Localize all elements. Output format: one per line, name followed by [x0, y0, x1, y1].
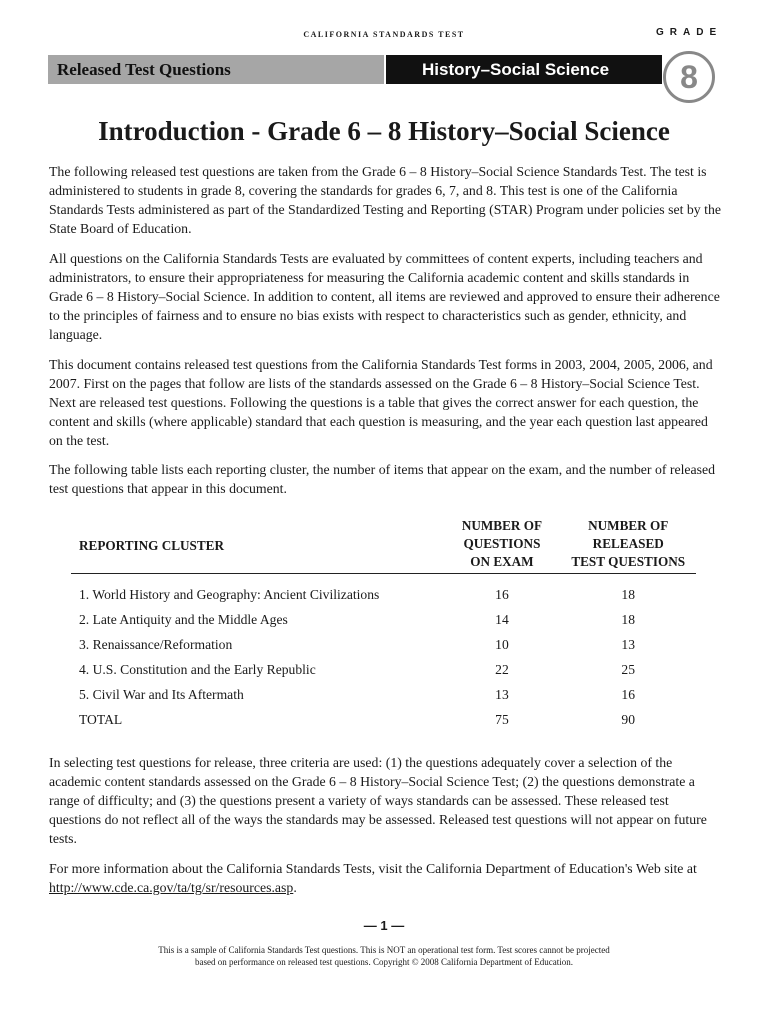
- exam-count: 16: [495, 586, 509, 602]
- subject-banner: [386, 55, 662, 84]
- released-count: 90: [621, 711, 636, 727]
- header-line: RELEASED: [592, 536, 664, 551]
- intro-paragraph-1: [49, 162, 721, 248]
- paragraph-text: This document contains released test questions from the California Standards Test forms in 2003, 2004, 2005, 2006, and 2007. First on the pages that follow are lists of the standards assessed on the Grade 6 – 8 History–Social Science Test. Next are released test questions. Following the questions is a table that gives the correct answer for each question, the content and skills (where applicable) standard that each question is measuring, and the year each question last appeared on the test.: [49, 357, 713, 448]
- copyright-line-1: This is a sample of California Standards Test questions. This is NOT an operational test form. Test scores cannot be projected: [158, 945, 610, 955]
- header-questions-on-exam: [443, 517, 560, 574]
- table-row-total: [71, 707, 696, 732]
- intro-paragraph-2: [49, 249, 721, 354]
- table-row: [71, 632, 696, 657]
- header-line: TEST QUESTIONS: [571, 554, 686, 569]
- cluster-name: 2. Late Antiquity and the Middle Ages: [79, 611, 288, 627]
- released-count: 18: [621, 611, 636, 627]
- cluster-name: 5. Civil War and Its Aftermath: [79, 686, 244, 702]
- intro-paragraph-3: [49, 355, 721, 460]
- cluster-name: 4. U.S. Constitution and the Early Republic: [79, 661, 316, 677]
- table-header-row: [71, 517, 696, 574]
- copyright-line-2: based on performance on released test questions. Copyright © 2008 California Department of Education.: [195, 957, 573, 967]
- cluster-name: TOTAL: [79, 711, 123, 727]
- intro-paragraph-4: [49, 460, 721, 508]
- paragraph-text: The following released test questions are taken from the Grade 6 – 8 History–Social Science Standards Test. The test is administered to students in grade 8, covering the standards for grades 6, 7, and 8. This test is one of the California Standards Tests administered as part of the Standardized Testing and Reporting (STAR) Program under policies set by the State Board of Education.: [49, 164, 721, 236]
- table-row: [71, 607, 696, 632]
- exam-count: 13: [495, 686, 509, 702]
- header-line: ON EXAM: [470, 554, 534, 569]
- table-row: [71, 682, 696, 707]
- document-series-label: CALIFORNIA STANDARDS TEST: [303, 30, 465, 39]
- exam-count: 22: [495, 661, 509, 677]
- paragraph-text: All questions on the California Standards Tests are evaluated by committees of content experts, including teachers and administrators, to ensure their appropriateness for measuring the California academic content and skills standards in Grade 6 – 8 History–Social Science. In addition to content, all items are reviewed and approved to ensure their adherence to the principles of fairness and to ensure no bias exists with respect to characteristics such as gender, ethnicity, and language.: [49, 251, 720, 342]
- released-questions-banner: [48, 55, 384, 84]
- grade-label: GRADE: [656, 27, 723, 38]
- grade-number-badge: 8: [663, 51, 715, 103]
- table-row: [71, 574, 696, 608]
- header-line: NUMBER OF: [588, 518, 669, 533]
- page-title: Introduction - Grade 6 – 8 History–Social Science: [98, 116, 670, 146]
- subject-label: History–Social Science: [422, 60, 610, 79]
- exam-count: 75: [495, 711, 509, 727]
- released-count: 13: [621, 636, 636, 652]
- header-line: QUESTIONS: [463, 536, 541, 551]
- resources-link[interactable]: http://www.cde.ca.gov/ta/tg/sr/resources.asp: [49, 880, 294, 895]
- cluster-name: 3. Renaissance/Reformation: [79, 636, 233, 652]
- paragraph-text: The following table lists each reporting cluster, the number of items that appear on the exam, and the number of released test questions that appear in this document.: [49, 462, 716, 496]
- more-info-paragraph: [49, 859, 721, 907]
- more-info-text: For more information about the California Standards Tests, visit the California Department of Education's Web site at: [49, 861, 697, 876]
- copyright-note: [0, 944, 768, 968]
- more-info-period: .: [293, 880, 297, 895]
- released-count: 25: [621, 661, 636, 677]
- header-line: NUMBER OF: [461, 518, 543, 533]
- reporting-cluster-table: [71, 517, 696, 732]
- table-row: [71, 657, 696, 682]
- cluster-name: 1. World History and Geography: Ancient Civilizations: [79, 586, 380, 602]
- released-count: 18: [621, 586, 636, 602]
- header-released-questions: [560, 517, 696, 574]
- header-reporting-cluster: REPORTING CLUSTER: [71, 517, 443, 574]
- paragraph-text: [49, 859, 721, 897]
- paragraph-text: In selecting test questions for release, three criteria are used: (1) the questions adequately cover a selection of the academic content standards assessed on the Grade 6 – 8 History–Social Science Test; (2) the questions demonstrate a range of difficulty; and (3) the questions present a variety of ways standards can be assessed. These released test questions do not reflect all of the ways the standards may be assessed. Released test questions will not appear on future tests.: [49, 755, 707, 846]
- selection-criteria-paragraph: [49, 753, 721, 858]
- released-questions-label: Released Test Questions: [57, 60, 231, 79]
- page-number: — 1 —: [363, 918, 405, 933]
- exam-count: 14: [495, 611, 509, 627]
- exam-count: 10: [495, 636, 509, 652]
- released-count: 16: [621, 686, 636, 702]
